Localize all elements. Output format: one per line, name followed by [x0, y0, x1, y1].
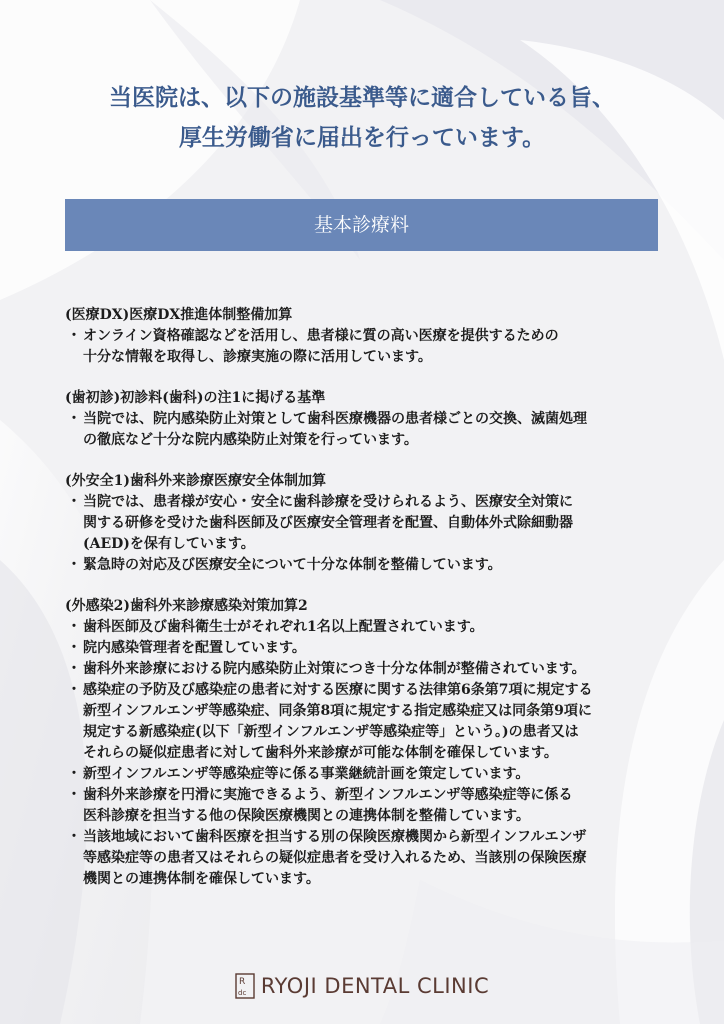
heading-line-2: 厚生労働省に届出を行っています。 [178, 124, 546, 151]
clinic-logo-mark [235, 973, 255, 999]
item-text-line: 等感染症等の患者又はそれらの疑似症患者を受け入れるため、当該別の保険医療 [83, 850, 587, 866]
item-text-line: 医科診療を担当する他の保険医療機関との連携体制を整備しています。 [83, 808, 530, 824]
section-title: (医療DX)医療DX推進体制整備加算 [65, 307, 293, 323]
bullet-mark: ・ [67, 619, 81, 635]
bullet-mark: ・ [67, 787, 81, 803]
item-text-line: 院内感染管理者を配置しています。 [83, 640, 306, 656]
item-text-line: 歯科医師及び歯科衛生士がそれぞれ1名以上配置されています。 [83, 619, 484, 635]
item-text-line: 当院では、患者様が安心・安全に歯科診療を受けられるよう、医療安全対策に [83, 494, 573, 510]
list-item [65, 827, 665, 890]
item-text-line: オンライン資格確認などを活用し、患者様に質の高い医療を提供するための [83, 328, 559, 344]
item-text-line: 新型インフルエンザ等感染症、同条第8項に規定する指定感染症又は同条第9項に [83, 703, 592, 719]
item-text-line: 規定する新感染症(以下「新型インフルエンザ等感染症等」という。)の患者又は [83, 724, 579, 740]
list-item [65, 492, 665, 555]
item-text-line: 歯科外来診療を円滑に実施できるよう、新型インフルエンザ等感染症等に係る [83, 787, 573, 803]
logo-mark-letter-r: R [238, 977, 246, 987]
list-item [65, 555, 665, 576]
item-text-line: 機関との連携体制を確保しています。 [83, 871, 320, 887]
list-item [65, 764, 665, 785]
bullet-mark: ・ [67, 557, 81, 573]
bullet-mark: ・ [67, 661, 81, 677]
item-text-line: それらの疑似症患者に対して歯科外来診療が可能な体制を確保しています。 [83, 745, 558, 761]
item-text-line: 十分な情報を取得し、診療実施の際に活用しています。 [83, 349, 432, 365]
page-heading [0, 78, 724, 158]
item-text-line: 新型インフルエンザ等感染症等に係る事業継続計画を策定しています。 [83, 766, 530, 782]
item-text-line: の徹底など十分な院内感染防止対策を行っています。 [83, 432, 418, 448]
item-text-line: 当該地域において歯科医療を担当する別の保険医療機関から新型インフルエンザ [83, 829, 587, 845]
bullet-mark: ・ [67, 640, 81, 656]
bullet-mark: ・ [67, 829, 81, 845]
section-title: (歯初診)初診料(歯科)の注1に掲げる基準 [65, 390, 326, 406]
list-item [65, 409, 665, 451]
criteria-section [65, 471, 665, 576]
section-banner [65, 199, 658, 251]
criteria-list [65, 305, 665, 910]
clinic-name: RYOJI DENTAL CLINIC [260, 974, 490, 998]
criteria-section [65, 596, 665, 890]
section-title: (外安全1)歯科外来診療医療安全体制加算 [65, 473, 326, 489]
bullet-mark: ・ [67, 494, 81, 510]
list-item [65, 638, 665, 659]
item-text-line: 緊急時の対応及び医療安全について十分な体制を整備しています。 [83, 557, 502, 573]
list-item [65, 326, 665, 368]
section-title: (外感染2)歯科外来診療感染対策加算2 [65, 598, 308, 614]
list-item [65, 680, 665, 764]
item-text-line: 当院では、院内感染防止対策として歯科医療機器の患者様ごとの交換、滅菌処理 [83, 411, 587, 427]
criteria-section [65, 305, 665, 368]
heading-line-1: 当医院は、以下の施設基準等に適合している旨、 [109, 84, 615, 111]
clinic-logo [0, 968, 724, 1004]
list-item [65, 785, 665, 827]
logo-mark-letters-dc: dc [237, 989, 247, 997]
bullet-mark: ・ [67, 411, 81, 427]
item-text-line: 歯科外来診療における院内感染防止対策につき十分な体制が整備されています。 [83, 661, 586, 677]
banner-title: 基本診療料 [313, 214, 409, 236]
criteria-section [65, 388, 665, 451]
item-text-line: 関する研修を受けた歯科医師及び医療安全管理者を配置、自動体外式除細動器 [83, 515, 573, 531]
bullet-mark: ・ [67, 766, 81, 782]
bullet-mark: ・ [67, 328, 81, 344]
list-item [65, 659, 665, 680]
bullet-mark: ・ [67, 682, 81, 698]
list-item [65, 617, 665, 638]
item-text-line: (AED)を保有しています。 [83, 536, 255, 552]
item-text-line: 感染症の予防及び感染症の患者に対する医療に関する法律第6条第7項に規定する [83, 682, 593, 698]
